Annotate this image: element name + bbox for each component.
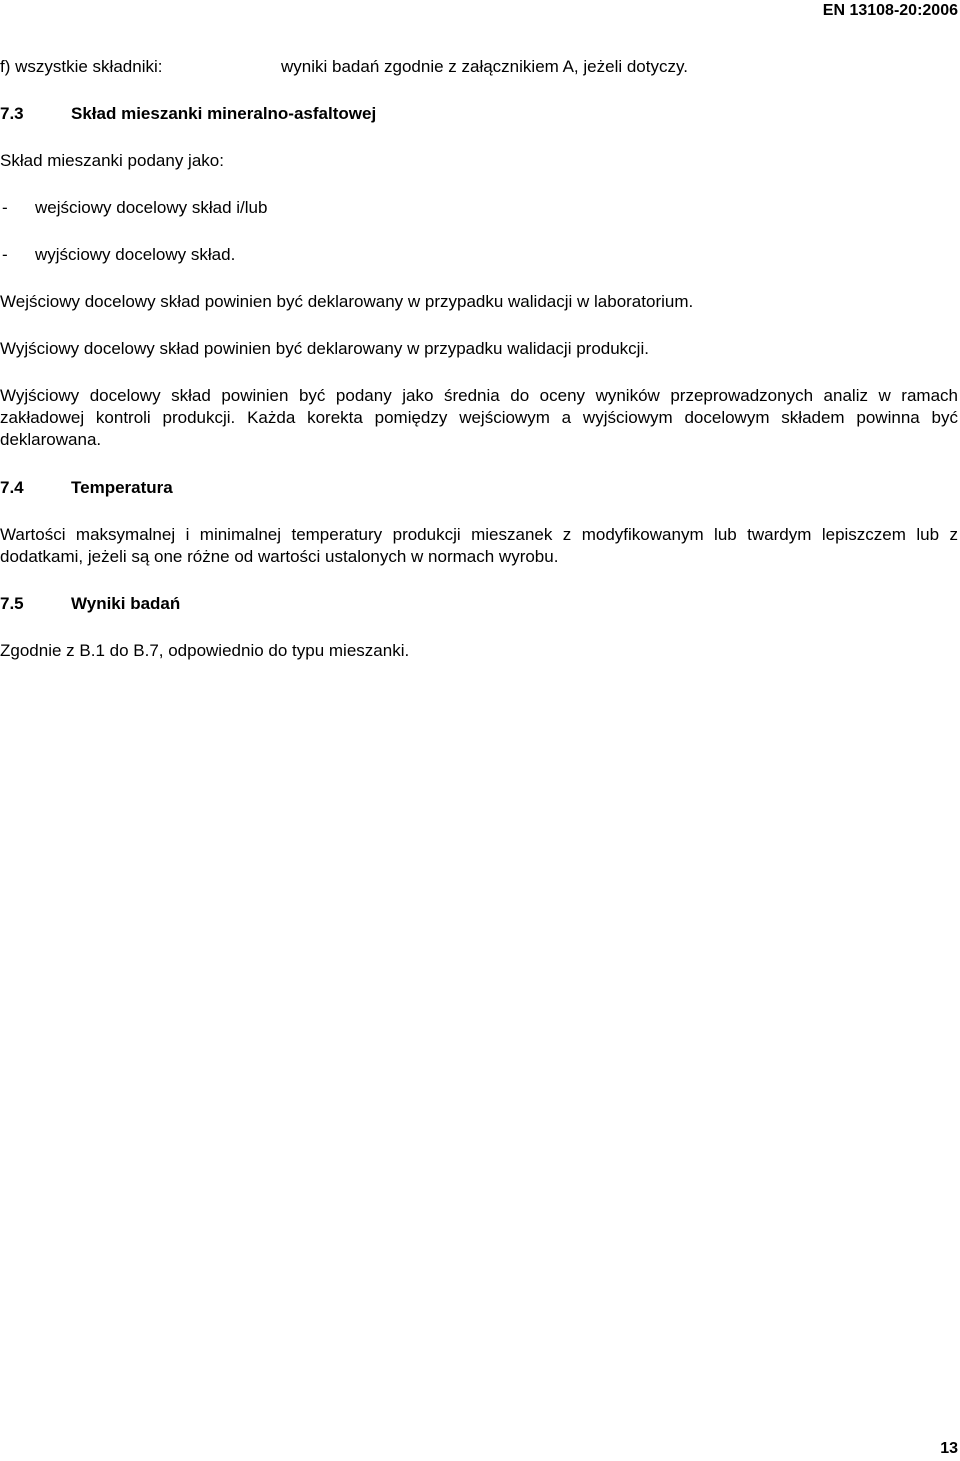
section-7-3-number: 7.3 xyxy=(0,104,24,123)
section-7-4-number: 7.4 xyxy=(0,478,24,497)
section-7-5-number: 7.5 xyxy=(0,594,24,613)
paragraph-average-composition: Wyjściowy docelowy skład powinien być podany jako średnia do oceny wyników przeprowadzonych analiz w ramach zakładowej kontroli produkcji. Każda korekta pomiędzy wejściowym a wyjściowym docelowym składem powinna być deklarowana. xyxy=(0,386,958,449)
paragraph-output-composition: Wyjściowy docelowy skład powinien być deklarowany w przypadku walidacji produkcji. xyxy=(0,339,649,358)
section-7-4-title: Temperatura xyxy=(71,478,173,497)
section-7-3-intro: Skład mieszanki podany jako: xyxy=(0,151,224,170)
item-f-label: f) wszystkie składniki: xyxy=(0,57,163,76)
bullet-dash: - xyxy=(2,198,8,217)
bullet-dash: - xyxy=(2,245,8,264)
paragraph-test-results: Zgodnie z B.1 do B.7, odpowiednio do typu mieszanki. xyxy=(0,641,410,660)
paragraph-input-composition: Wejściowy docelowy skład powinien być deklarowany w przypadku walidacji w laboratorium. xyxy=(0,292,694,311)
document-number: EN 13108-20:2006 xyxy=(822,2,958,19)
bullet-item-input-composition: wejściowy docelowy skład i/lub xyxy=(35,198,268,217)
section-7-3-title: Skład mieszanki mineralno-asfaltowej xyxy=(71,104,377,123)
bullet-item-output-composition: wyjściowy docelowy skład. xyxy=(35,245,236,264)
paragraph-temperature: Wartości maksymalnej i minimalnej temperatury produkcji mieszanek z modyfikowanym lub twardym lepiszczem lub z dodatkami, jeżeli są one różne od wartości ustalonych w normach wyrobu. xyxy=(0,525,958,566)
page-number: 13 xyxy=(940,1440,958,1457)
section-7-5-title: Wyniki badań xyxy=(71,594,181,613)
item-f-value: wyniki badań zgodnie z załącznikiem A, jeżeli dotyczy. xyxy=(281,57,688,76)
